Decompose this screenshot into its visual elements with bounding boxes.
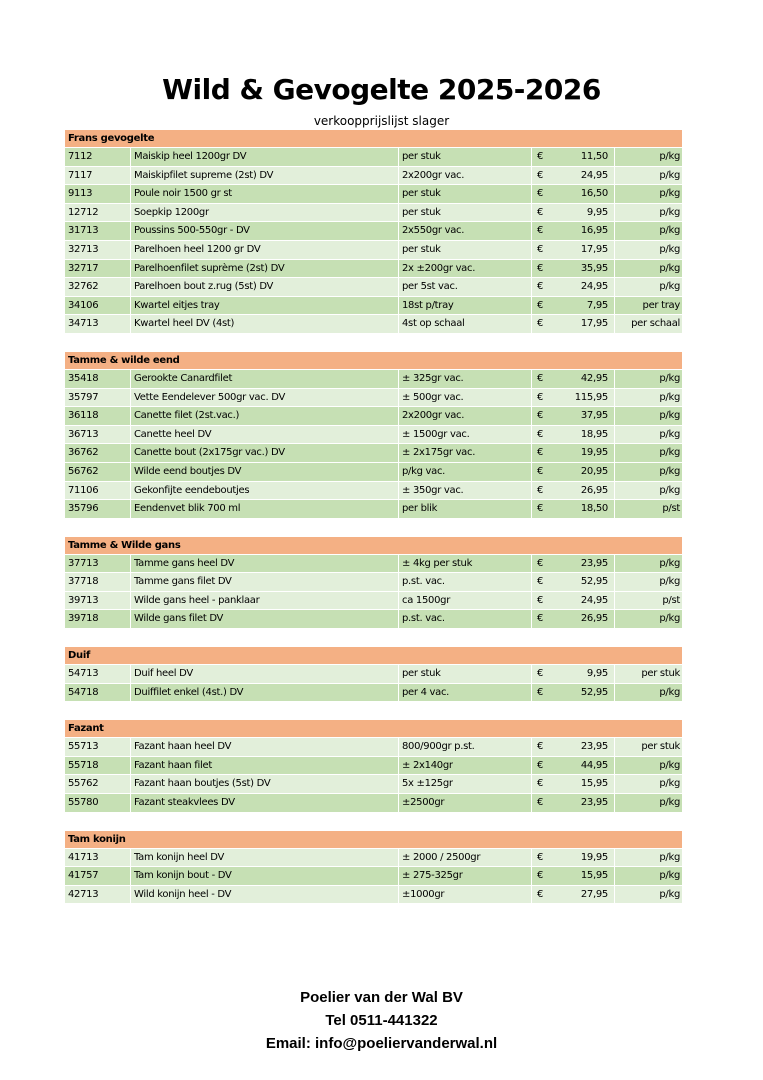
- table-row: [65, 500, 682, 519]
- price-value: 52,95: [580, 686, 608, 698]
- packaging: ± 500gr vac.: [399, 389, 532, 407]
- table-row: [65, 886, 682, 905]
- article-number: 41713: [65, 849, 131, 867]
- packaging: p.st. vac.: [399, 610, 532, 628]
- currency-symbol: €: [537, 557, 544, 569]
- price-value: 17,95: [580, 243, 608, 255]
- product-name: Soepkip 1200gr: [131, 204, 399, 222]
- currency-symbol: €: [537, 151, 544, 162]
- price-value: 19,95: [580, 851, 608, 863]
- table-row: [65, 592, 682, 611]
- packaging: per 5st vac.: [399, 278, 532, 296]
- price-cell: [532, 315, 615, 333]
- section-header: Tamme & wilde eend: [65, 352, 682, 370]
- article-number: 31713: [65, 222, 131, 240]
- currency-symbol: €: [537, 594, 544, 606]
- price-value: 42,95: [580, 372, 608, 384]
- table-row: [65, 665, 682, 684]
- price-unit: p/kg: [615, 610, 682, 628]
- packaging: per stuk: [399, 665, 532, 683]
- product-name: Parelhoen bout z.rug (5st) DV: [131, 278, 399, 296]
- packaging: 2x200gr vac.: [399, 407, 532, 425]
- product-name: Fazant haan boutjes (5st) DV: [131, 775, 399, 793]
- price-value: 9,95: [586, 206, 608, 218]
- article-number: 37713: [65, 555, 131, 573]
- price-unit: p/kg: [615, 555, 682, 573]
- product-name: Wilde eend boutjes DV: [131, 463, 399, 481]
- price-cell: [532, 592, 615, 610]
- price-unit: p/kg: [615, 794, 682, 812]
- product-name: Canette bout (2x175gr vac.) DV: [131, 444, 399, 462]
- price-value: 18,50: [580, 503, 608, 515]
- packaging: per stuk: [399, 204, 532, 222]
- price-unit: p/kg: [615, 684, 682, 702]
- table-row: [65, 185, 682, 204]
- price-list-table: [65, 130, 682, 904]
- table-row: [65, 482, 682, 501]
- currency-symbol: €: [537, 797, 544, 809]
- price-value: 20,95: [580, 465, 608, 477]
- table-row: [65, 407, 682, 426]
- price-unit: per stuk: [615, 665, 682, 683]
- price-value: 35,95: [580, 262, 608, 274]
- product-name: Fazant haan filet: [131, 757, 399, 775]
- packaging: ± 2x175gr vac.: [399, 444, 532, 462]
- price-cell: [532, 463, 615, 481]
- packaging: p.st. vac.: [399, 573, 532, 591]
- product-name: Kwartel heel DV (4st): [131, 315, 399, 333]
- packaging: p/kg vac.: [399, 463, 532, 481]
- price-value: 52,95: [580, 576, 608, 588]
- price-cell: [532, 185, 615, 203]
- table-row: [65, 867, 682, 886]
- price-value: 24,95: [580, 281, 608, 293]
- currency-symbol: €: [537, 225, 544, 237]
- currency-symbol: €: [537, 262, 544, 274]
- currency-symbol: €: [537, 299, 544, 311]
- article-number: 34106: [65, 297, 131, 315]
- packaging: per 4 vac.: [399, 684, 532, 702]
- packaging: 2x200gr vac.: [399, 167, 532, 185]
- table-row: [65, 610, 682, 629]
- currency-symbol: €: [537, 759, 544, 771]
- currency-symbol: €: [537, 668, 544, 680]
- price-cell: [532, 794, 615, 812]
- price-cell: [532, 204, 615, 222]
- article-number: 12712: [65, 204, 131, 222]
- price-unit: p/kg: [615, 185, 682, 203]
- product-name: Tam konijn bout - DV: [131, 867, 399, 885]
- price-value: 23,95: [580, 741, 608, 753]
- article-number: 55713: [65, 738, 131, 756]
- price-cell: [532, 278, 615, 296]
- price-unit: p/kg: [615, 407, 682, 425]
- table-row: [65, 315, 682, 334]
- article-number: 36762: [65, 444, 131, 462]
- packaging: 2x550gr vac.: [399, 222, 532, 240]
- packaging: ± 2x140gr: [399, 757, 532, 775]
- article-number: 55780: [65, 794, 131, 812]
- table-row: [65, 148, 682, 167]
- currency-symbol: €: [537, 391, 544, 403]
- packaging: ±1000gr: [399, 886, 532, 904]
- company-footer: [0, 986, 763, 1055]
- product-name: Duiffilet enkel (4st.) DV: [131, 684, 399, 702]
- price-value: 18,95: [580, 428, 608, 440]
- product-name: Canette heel DV: [131, 426, 399, 444]
- product-name: Wilde gans filet DV: [131, 610, 399, 628]
- price-cell: [532, 389, 615, 407]
- table-row: [65, 794, 682, 813]
- currency-symbol: €: [537, 778, 544, 790]
- table-row: [65, 426, 682, 445]
- product-name: Kwartel eitjes tray: [131, 297, 399, 315]
- price-cell: [532, 555, 615, 573]
- product-name: Maiskipfilet supreme (2st) DV: [131, 167, 399, 185]
- price-unit: p/kg: [615, 757, 682, 775]
- price-unit: p/kg: [615, 167, 682, 185]
- currency-symbol: €: [537, 372, 544, 384]
- packaging: per blik: [399, 500, 532, 518]
- price-unit: p/kg: [615, 148, 682, 166]
- price-value: 15,95: [580, 870, 608, 882]
- table-row: [65, 463, 682, 482]
- price-unit: per tray: [615, 297, 682, 315]
- product-name: Fazant steakvlees DV: [131, 794, 399, 812]
- table-row: [65, 204, 682, 223]
- currency-symbol: €: [537, 243, 544, 255]
- currency-symbol: €: [537, 741, 544, 753]
- currency-symbol: €: [537, 465, 544, 477]
- table-row: [65, 573, 682, 592]
- table-row: [65, 370, 682, 389]
- price-cell: [532, 167, 615, 185]
- article-number: 71106: [65, 482, 131, 500]
- price-value: 19,95: [580, 447, 608, 459]
- packaging: 5x ±125gr: [399, 775, 532, 793]
- price-unit: p/kg: [615, 886, 682, 904]
- price-value: 16,95: [580, 225, 608, 237]
- price-unit: p/st: [615, 592, 682, 610]
- article-number: 34713: [65, 315, 131, 333]
- article-number: 32713: [65, 241, 131, 259]
- table-row: [65, 389, 682, 408]
- section-tamme-wilde-gans: [65, 537, 682, 629]
- price-unit: p/kg: [615, 849, 682, 867]
- packaging: 18st p/tray: [399, 297, 532, 315]
- price-value: 9,95: [586, 668, 608, 680]
- currency-symbol: €: [537, 503, 544, 515]
- currency-symbol: €: [537, 888, 544, 900]
- table-row: [65, 757, 682, 776]
- price-cell: [532, 148, 615, 166]
- packaging: per stuk: [399, 241, 532, 259]
- price-unit: per stuk: [615, 738, 682, 756]
- price-value: 26,95: [580, 484, 608, 496]
- price-value: 15,95: [580, 778, 608, 790]
- article-number: 39718: [65, 610, 131, 628]
- table-row: [65, 278, 682, 297]
- product-name: Tam konijn heel DV: [131, 849, 399, 867]
- currency-symbol: €: [537, 318, 544, 330]
- packaging: per stuk: [399, 148, 532, 166]
- product-name: Fazant haan heel DV: [131, 738, 399, 756]
- price-cell: [532, 665, 615, 683]
- company-email: Email: info@poeliervanderwal.nl: [265, 1035, 498, 1052]
- packaging: ±2500gr: [399, 794, 532, 812]
- price-cell: [532, 775, 615, 793]
- company-name: Poelier van der Wal BV: [300, 989, 463, 1006]
- section-fazant: [65, 720, 682, 812]
- table-row: [65, 260, 682, 279]
- product-name: Wild konijn heel - DV: [131, 886, 399, 904]
- price-value: 27,95: [580, 888, 608, 900]
- page-title: Wild & Gevogelte 2025-2026: [162, 73, 601, 106]
- price-cell: [532, 684, 615, 702]
- currency-symbol: €: [537, 206, 544, 218]
- section-duif: [65, 647, 682, 702]
- page-subtitle: verkoopprijslijst slager: [313, 114, 450, 128]
- article-number: 32762: [65, 278, 131, 296]
- article-number: 41757: [65, 867, 131, 885]
- product-name: Maiskip heel 1200gr DV: [131, 148, 399, 166]
- price-value: 115,95: [574, 391, 608, 403]
- packaging: ± 275-325gr: [399, 867, 532, 885]
- packaging: ± 2000 / 2500gr: [399, 849, 532, 867]
- currency-symbol: €: [537, 870, 544, 882]
- section-header: Fazant: [65, 720, 682, 738]
- price-cell: [532, 573, 615, 591]
- section-header: Duif: [65, 647, 682, 665]
- product-name: Poussins 500-550gr - DV: [131, 222, 399, 240]
- article-number: 56762: [65, 463, 131, 481]
- article-number: 9113: [65, 185, 131, 203]
- product-name: Eendenvet blik 700 ml: [131, 500, 399, 518]
- price-value: 44,95: [580, 759, 608, 771]
- table-row: [65, 738, 682, 757]
- packaging: per stuk: [399, 185, 532, 203]
- article-number: 35796: [65, 500, 131, 518]
- packaging: ca 1500gr: [399, 592, 532, 610]
- price-cell: [532, 407, 615, 425]
- price-cell: [532, 370, 615, 388]
- price-cell: [532, 444, 615, 462]
- article-number: 35418: [65, 370, 131, 388]
- article-number: 42713: [65, 886, 131, 904]
- price-cell: [532, 222, 615, 240]
- table-row: [65, 684, 682, 703]
- packaging: 2x ±200gr vac.: [399, 260, 532, 278]
- price-cell: [532, 297, 615, 315]
- price-value: 24,95: [580, 169, 608, 181]
- product-name: Tamme gans heel DV: [131, 555, 399, 573]
- table-row: [65, 167, 682, 186]
- packaging: 4st op schaal: [399, 315, 532, 333]
- currency-symbol: €: [537, 851, 544, 863]
- currency-symbol: €: [537, 281, 544, 293]
- currency-symbol: €: [537, 576, 544, 588]
- article-number: 54718: [65, 684, 131, 702]
- article-number: 55718: [65, 757, 131, 775]
- price-cell: [532, 610, 615, 628]
- price-unit: p/kg: [615, 775, 682, 793]
- product-name: Wilde gans heel - panklaar: [131, 592, 399, 610]
- product-name: Vette Eendelever 500gr vac. DV: [131, 389, 399, 407]
- currency-symbol: €: [537, 410, 544, 422]
- currency-symbol: €: [537, 428, 544, 440]
- product-name: Gekonfijte eendeboutjes: [131, 482, 399, 500]
- price-unit: p/kg: [615, 389, 682, 407]
- price-unit: p/kg: [615, 241, 682, 259]
- packaging: ± 4kg per stuk: [399, 555, 532, 573]
- currency-symbol: €: [537, 613, 544, 625]
- article-number: 54713: [65, 665, 131, 683]
- price-cell: [532, 241, 615, 259]
- price-unit: per schaal: [615, 315, 682, 333]
- packaging: ± 325gr vac.: [399, 370, 532, 388]
- table-row: [65, 241, 682, 260]
- currency-symbol: €: [537, 484, 544, 496]
- price-value: 23,95: [580, 557, 608, 569]
- price-value: 11,50: [580, 151, 608, 162]
- price-cell: [532, 500, 615, 518]
- table-row: [65, 297, 682, 316]
- price-value: 16,50: [580, 188, 608, 200]
- price-unit: p/kg: [615, 482, 682, 500]
- packaging: 800/900gr p.st.: [399, 738, 532, 756]
- price-value: 24,95: [580, 594, 608, 606]
- product-name: Poule noir 1500 gr st: [131, 185, 399, 203]
- article-number: 39713: [65, 592, 131, 610]
- product-name: Duif heel DV: [131, 665, 399, 683]
- currency-symbol: €: [537, 169, 544, 181]
- article-number: 35797: [65, 389, 131, 407]
- table-row: [65, 849, 682, 868]
- table-row: [65, 775, 682, 794]
- price-unit: p/kg: [615, 573, 682, 591]
- price-unit: p/st: [615, 500, 682, 518]
- table-row: [65, 444, 682, 463]
- price-cell: [532, 260, 615, 278]
- price-value: 17,95: [580, 318, 608, 330]
- packaging: ± 1500gr vac.: [399, 426, 532, 444]
- section-header: Tamme & Wilde gans: [65, 537, 682, 555]
- product-name: Tamme gans filet DV: [131, 573, 399, 591]
- section-header: Frans gevogelte: [65, 130, 682, 148]
- price-unit: p/kg: [615, 444, 682, 462]
- price-cell: [532, 886, 615, 904]
- article-number: 7117: [65, 167, 131, 185]
- price-value: 26,95: [580, 613, 608, 625]
- company-phone: Tel 0511-441322: [325, 1012, 438, 1029]
- price-unit: p/kg: [615, 222, 682, 240]
- section-header: Tam konijn: [65, 831, 682, 849]
- section-frans-gevogelte: [65, 130, 682, 334]
- price-cell: [532, 867, 615, 885]
- price-unit: p/kg: [615, 426, 682, 444]
- table-row: [65, 555, 682, 574]
- article-number: 32717: [65, 260, 131, 278]
- price-unit: p/kg: [615, 278, 682, 296]
- price-cell: [532, 738, 615, 756]
- article-number: 7112: [65, 148, 131, 166]
- price-cell: [532, 482, 615, 500]
- product-name: Canette filet (2st.vac.): [131, 407, 399, 425]
- price-cell: [532, 426, 615, 444]
- section-tamme-wilde-eend: [65, 352, 682, 519]
- price-unit: p/kg: [615, 867, 682, 885]
- article-number: 36118: [65, 407, 131, 425]
- currency-symbol: €: [537, 686, 544, 698]
- price-unit: p/kg: [615, 260, 682, 278]
- price-cell: [532, 849, 615, 867]
- article-number: 55762: [65, 775, 131, 793]
- section-tam-konijn: [65, 831, 682, 905]
- packaging: ± 350gr vac.: [399, 482, 532, 500]
- article-number: 36713: [65, 426, 131, 444]
- price-value: 7,95: [586, 299, 608, 311]
- product-name: Gerookte Canardfilet: [131, 370, 399, 388]
- price-unit: p/kg: [615, 370, 682, 388]
- product-name: Parelhoen heel 1200 gr DV: [131, 241, 399, 259]
- price-value: 23,95: [580, 797, 608, 809]
- price-unit: p/kg: [615, 204, 682, 222]
- article-number: 37718: [65, 573, 131, 591]
- table-row: [65, 222, 682, 241]
- currency-symbol: €: [537, 447, 544, 459]
- price-value: 37,95: [580, 410, 608, 422]
- product-name: Parelhoenfilet suprème (2st) DV: [131, 260, 399, 278]
- currency-symbol: €: [537, 188, 544, 200]
- price-cell: [532, 757, 615, 775]
- price-unit: p/kg: [615, 463, 682, 481]
